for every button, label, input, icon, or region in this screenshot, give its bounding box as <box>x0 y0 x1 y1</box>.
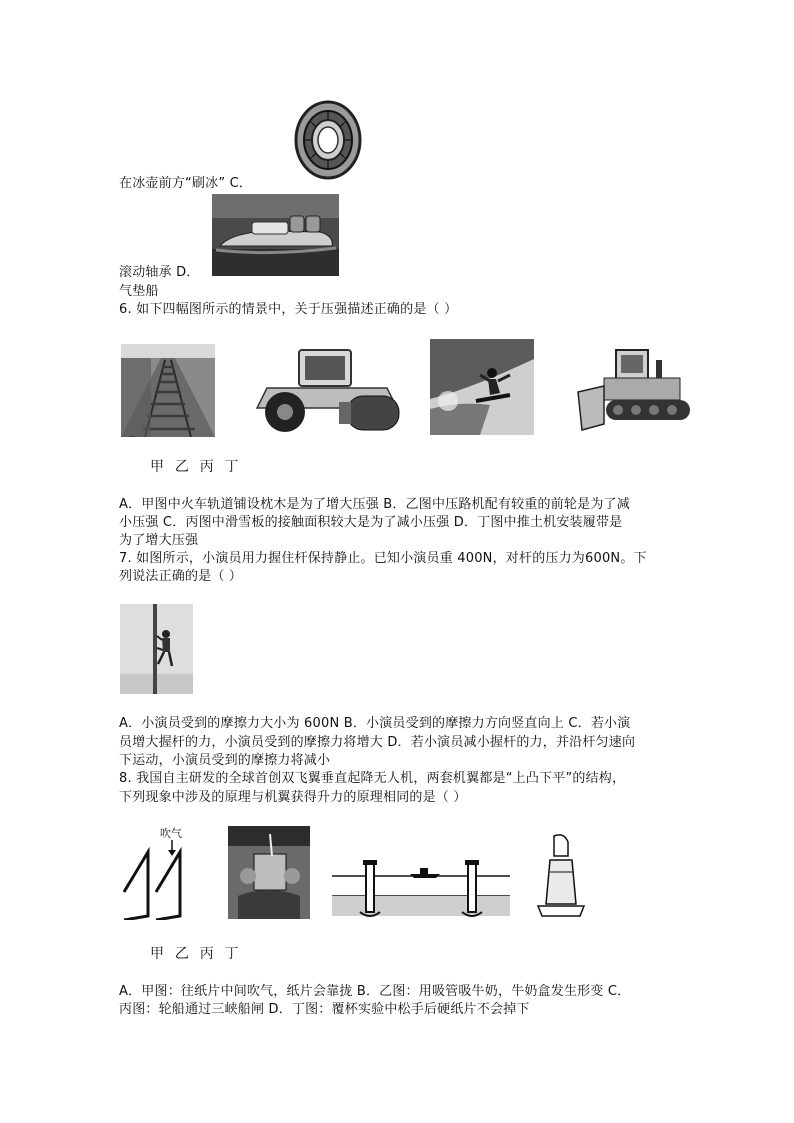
bearing-image <box>293 100 363 180</box>
q8-option-line-1: A．甲图：往纸片中间吹气，纸片会靠拢 B．乙图：用吸管吸牛奶，牛奶盒发生形变 C． <box>119 984 631 999</box>
road-roller-image <box>247 346 404 434</box>
q7-stem-line-2: 列说法正确的是（ ） <box>119 569 243 584</box>
q6-figure-labels: 甲 乙 丙 丁 <box>150 459 239 475</box>
blow-air-label: 吹气 <box>160 827 182 840</box>
q6-option-line-3: 为了增大压强 <box>119 533 199 548</box>
railway-track-image <box>121 344 215 437</box>
bulldozer-image <box>576 342 693 436</box>
q8-option-line-2: 丙图：轮船通过三峡船闸 D．丁图：覆杯实验中松手后硬纸片不会掉下 <box>119 1002 530 1017</box>
q5-option-line-c: 滚动轴承 D． <box>119 265 200 280</box>
q6-stem: 6. 如下四幅图所示的情景中，关于压强描述正确的是（ ） <box>119 302 458 317</box>
drinking-milk-image <box>228 826 310 919</box>
q7-option-line-3: 下运动，小演员受到的摩擦力将减小 <box>119 753 331 768</box>
q7-stem-line-1: 7. 如图所示，小演员用力握住杆保持静止。已知小演员重 400N，对杆的压力为600N。下 <box>119 551 647 566</box>
q5-option-line-d: 气垫船 <box>119 284 159 299</box>
pole-climber-image <box>120 604 193 694</box>
hovercraft-image <box>212 194 339 276</box>
q6-option-line-2: 小压强 C．丙图中滑雪板的接触面积较大是为了减小压强 D．丁图中推土机安装履带是 <box>119 515 623 530</box>
q6-option-line-1: A．甲图中火车轨道铺设枕木是为了增大压强 B．乙图中压路机配有较重的前轮是为了减 <box>119 497 630 512</box>
q7-option-line-1: A．小演员受到的摩擦力大小为 600N B．小演员受到的摩擦力方向竖直向上 C．若小演 <box>119 716 631 731</box>
q8-stem-line-1: 8. 我国自主研发的全球首创双飞翼垂直起降无人机，两套机翼都是“上凸下平”的结构， <box>119 771 626 786</box>
q5-option-line-b: 在冰壶前方“刷冰” C． <box>119 176 253 191</box>
paper-blow-figure <box>120 822 200 920</box>
q8-figure-labels: 甲 乙 丙 丁 <box>150 946 239 962</box>
inverted-cup-figure <box>536 832 586 918</box>
ship-lock-figure <box>330 856 512 920</box>
q7-option-line-2: 员增大握杆的力，小演员受到的摩擦力将增大 D．若小演员减小握杆的力，并沿杆匀速向 <box>119 735 636 750</box>
snowboarder-image <box>430 339 534 435</box>
q8-stem-line-2: 下列现象中涉及的原理与机翼获得升力的原理相同的是（ ） <box>119 790 467 805</box>
